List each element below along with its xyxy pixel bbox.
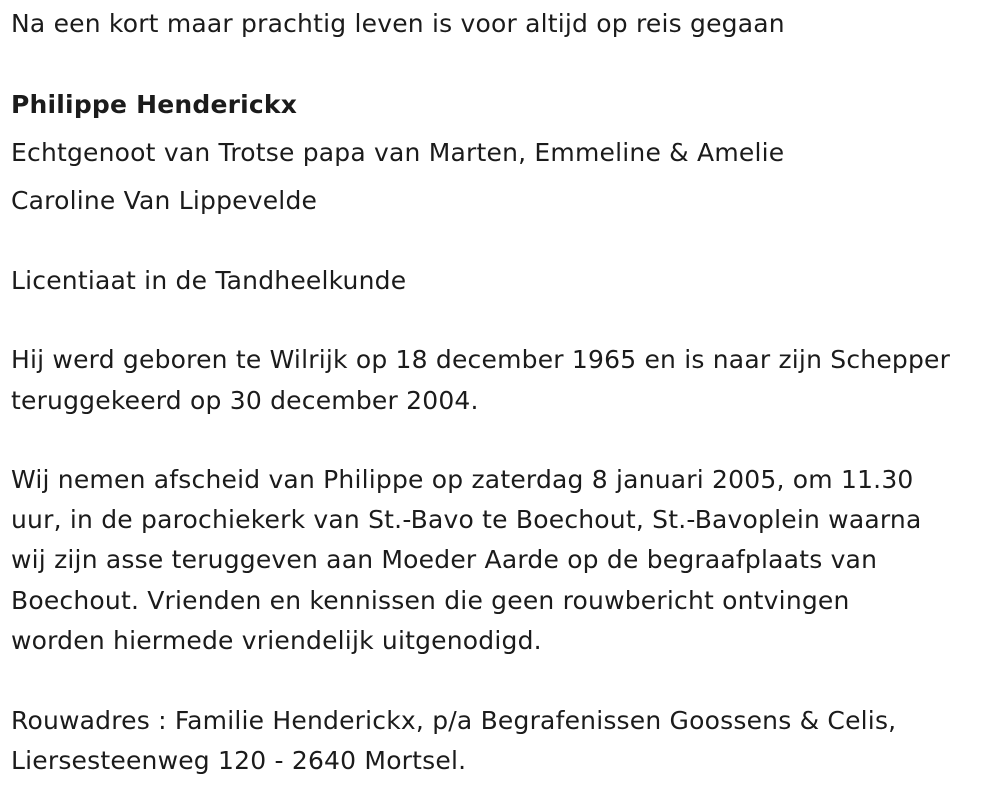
farewell-line: Wij nemen afscheid van Philippe op zaterdag 8 januari 2005, om 11.30 <box>11 465 914 494</box>
farewell-line: uur, in de parochiekerk van St.-Bavo te Boechout, St.-Bavoplein waarna <box>11 505 922 534</box>
farewell-line: Boechout. Vrienden en kennissen die geen rouwbericht ontvingen <box>11 586 850 615</box>
family-line: Caroline Van Lippevelde <box>11 186 318 215</box>
birth-death-line: Hij werd geboren te Wilrijk op 18 december 1965 en is naar zijn Schepper <box>11 345 951 374</box>
deceased-name: Philippe Henderickx <box>11 90 298 119</box>
farewell-line: worden hiermede vriendelijk uitgenodigd. <box>11 626 542 655</box>
family-line: Echtgenoot van Trotse papa van Marten, Emmeline & Amelie <box>11 138 785 167</box>
intro-text: Na een kort maar prachtig leven is voor altijd op reis gegaan <box>11 9 785 38</box>
farewell-line: wij zijn asse teruggeven aan Moeder Aarde op de begraafplaats van <box>11 545 878 574</box>
address-line: Liersesteenweg 120 - 2640 Mortsel. <box>11 746 467 775</box>
birth-death-line: teruggekeerd op 30 december 2004. <box>11 386 479 415</box>
profession-text: Licentiaat in de Tandheelkunde <box>11 266 407 295</box>
address-line: Rouwadres : Familie Henderickx, p/a Begrafenissen Goossens & Celis, <box>11 706 897 735</box>
